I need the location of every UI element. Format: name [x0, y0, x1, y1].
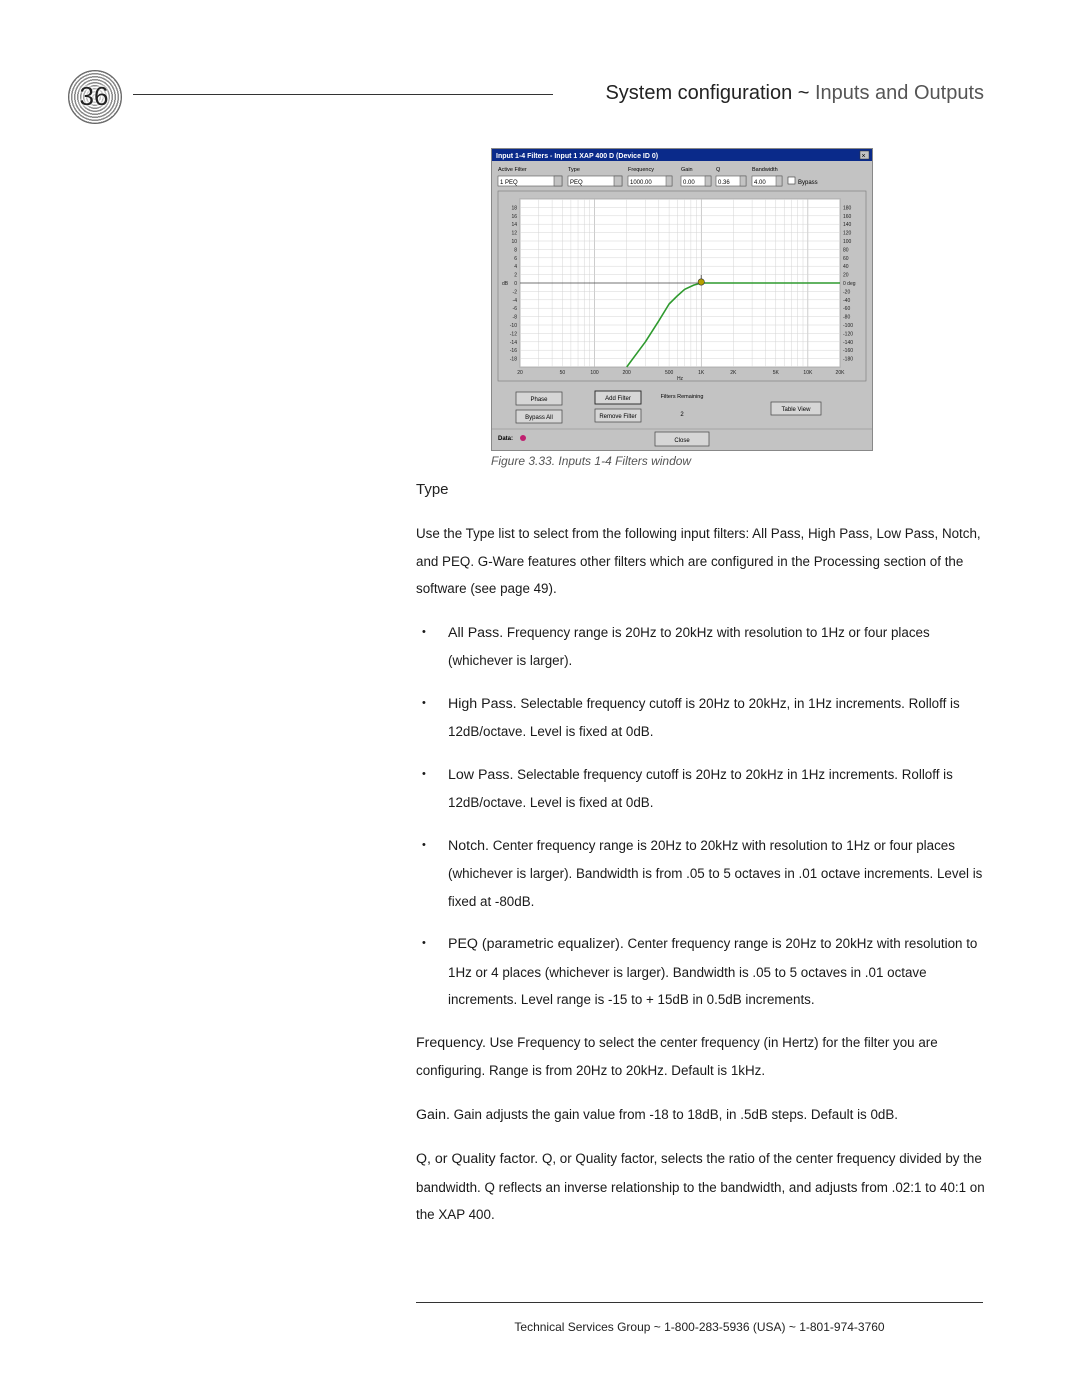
frequency-response-chart [502, 199, 856, 382]
page-header-title [605, 82, 984, 105]
y-tick-label-right: 0 deg [843, 281, 856, 287]
y-tick-label: -6 [512, 306, 517, 313]
filter-handle-marker [698, 279, 704, 285]
y-axis-label: dB [502, 281, 509, 287]
y-tick-label-right: -20 [843, 289, 851, 296]
data-status-indicator [520, 435, 526, 441]
filter-type-list [416, 619, 988, 1014]
x-tick-label: 1K [698, 370, 705, 376]
remove-filter-button-label: Remove Filter [599, 414, 637, 420]
type-select[interactable] [568, 176, 622, 186]
y-tick-label-right: 20 [843, 272, 849, 279]
bypass-checkbox[interactable] [788, 177, 818, 186]
list-item-text: Selectable frequency cutoff is 20Hz to 20kHz in 1Hz increments. Rolloff is 12dB/octave. Level is fixed at 0dB. [448, 766, 953, 810]
table-view-button-label: Table View [781, 407, 811, 413]
frequency-value: 1000.00 [630, 180, 652, 186]
phase-button[interactable] [516, 392, 562, 405]
footer-contact: Technical Services Group ~ 1-800-283-5936 (USA) ~ 1-801-974-3760 [514, 1320, 885, 1334]
header-title-main: System configuration ~ [605, 82, 810, 104]
filters-remaining-value: 2 [680, 412, 684, 418]
gain-paragraph [416, 1101, 988, 1130]
y-tick-label-right: 140 [843, 222, 852, 229]
page-number: 36 [79, 81, 109, 111]
y-tick-label-right: 180 [843, 205, 852, 212]
y-tick-label: -14 [509, 339, 517, 346]
data-label: Data: [498, 436, 514, 442]
y-tick-label: 12 [511, 230, 517, 237]
frequency-paragraph [416, 1029, 988, 1085]
list-item-term: High Pass. [448, 695, 517, 712]
y-tick-label-right: 160 [843, 213, 852, 220]
y-tick-label-right: -120 [843, 331, 854, 338]
y-tick-label-right: -60 [843, 306, 851, 313]
type-label: Type [568, 167, 580, 173]
x-tick-label: 500 [664, 370, 674, 376]
x-axis-label: Hz [676, 376, 684, 382]
y-tick-label: 2 [514, 272, 517, 279]
x-tick-label: 50 [559, 370, 566, 376]
y-tick-label-right: 100 [843, 239, 852, 245]
close-button-label: Close [674, 438, 690, 444]
y-tick-label-right: 40 [843, 264, 849, 271]
y-tick-label-right: -140 [843, 339, 854, 346]
section-content [416, 520, 988, 1245]
list-item-term: All Pass. [448, 624, 504, 641]
y-tick-label: 0 [514, 281, 517, 287]
y-tick-label-right: 120 [843, 230, 852, 237]
bandwidth-label: Bandwidth [752, 167, 778, 173]
header-title-sub: Inputs and Outputs [809, 82, 984, 104]
list-item-text: Frequency range is 20Hz to 20kHz with resolution to 1Hz or four places (whichever is larger). [448, 624, 930, 668]
list-item [416, 619, 988, 675]
list-item [416, 930, 988, 1014]
y-tick-label: -16 [509, 348, 517, 355]
y-tick-label-right: -180 [843, 356, 854, 363]
paragraph-term: Frequency. [416, 1034, 486, 1051]
y-tick-label-right: -160 [843, 348, 854, 355]
phase-button-label: Phase [530, 397, 548, 403]
y-tick-label-right: -100 [843, 323, 854, 329]
x-tick-label: 10K [803, 370, 813, 376]
y-tick-label-right: -80 [843, 314, 851, 321]
gain-value: 0.00 [683, 180, 695, 186]
y-tick-label: 16 [511, 213, 517, 220]
gain-input[interactable] [681, 176, 711, 186]
list-item [416, 690, 988, 746]
bypass-label: Bypass [798, 180, 818, 186]
close-button[interactable] [655, 432, 709, 446]
x-tick-label: 200 [622, 370, 631, 376]
paragraph-term: Q, or Quality factor. [416, 1151, 539, 1167]
y-tick-label: 4 [514, 264, 517, 271]
list-item-term: PEQ (parametric equalizer). [448, 936, 624, 952]
add-filter-button-label: Add Filter [605, 396, 631, 402]
active-filter-value: 1 PEQ [500, 180, 518, 186]
paragraph-text: Gain adjusts the gain value from -18 to 18dB, in .5dB steps. Default is 0dB. [449, 1106, 899, 1122]
q-value: 0.36 [718, 180, 730, 186]
intro-paragraph: Use the Type list to select from the following input filters: All Pass, High Pass, Low Pass, Notch, and PEQ. G-Ware features other filters which are configured in the Processing section of the software (see page 49). [416, 526, 981, 596]
y-tick-label: -2 [512, 289, 517, 296]
bypass-all-button-label: Bypass All [525, 415, 553, 421]
window-title: Input 1-4 Filters - Input 1 XAP 400 D (Device ID 0) [496, 153, 659, 160]
y-tick-label: -18 [509, 356, 517, 363]
list-item-text: Center frequency range is 20Hz to 20kHz with resolution to 1Hz or 4 places (whichever is larger). Bandwidth is .05 to 5 octaves in .01 octave increments. Level range is -15 to + 15dB in 0.5dB increments. [448, 936, 978, 1007]
active-filter-label: Active Filter [498, 167, 527, 173]
filters-remaining-label: Filters Remaining [660, 394, 704, 400]
remove-filter-button[interactable] [595, 409, 641, 422]
x-tick-label: 20K [835, 370, 845, 376]
type-value: PEQ [570, 180, 583, 186]
list-item-text: Selectable frequency cutoff is 20Hz to 20kHz, in 1Hz increments. Rolloff is 12dB/octave. Level is fixed at 0dB. [448, 695, 960, 739]
footer-rule [416, 1302, 983, 1303]
frequency-label: Frequency [628, 167, 654, 173]
y-tick-label: 6 [514, 255, 517, 262]
figure-caption: Figure 3.33. Inputs 1-4 Filters window [491, 454, 692, 468]
header-rule [133, 94, 553, 95]
list-item-text: Center frequency range is 20Hz to 20kHz with resolution to 1Hz or four places (whichever is larger). Bandwidth is from .05 to 5 octaves in .01 octave increments. Level is fixed at -80dB. [448, 837, 983, 909]
y-tick-label-right: -40 [843, 297, 851, 304]
q-input[interactable] [716, 176, 746, 186]
filters-window-screenshot [491, 148, 873, 451]
list-item-term: Low Pass. [448, 766, 514, 783]
x-tick-label: 20 [517, 370, 523, 376]
bandwidth-value: 4.00 [754, 180, 766, 186]
paragraph-text: Q, or Quality factor, selects the ratio of the center frequency divided by the bandwidth. Q reflects an inverse relationship to the bandwidth, and adjusts from .02:1 to 40:1 on the XAP 400. [416, 1151, 985, 1222]
y-tick-label: 18 [511, 205, 517, 212]
y-tick-label: 10 [511, 239, 517, 245]
add-filter-button[interactable] [595, 391, 641, 404]
bandwidth-input[interactable] [752, 176, 782, 186]
paragraph-text: Use Frequency to select the center frequency (in Hertz) for the filter you are configuring. Range is from 20Hz to 20kHz. Default is 1kHz. [416, 1034, 938, 1078]
q-label: Q [716, 167, 721, 173]
x-tick-label: 2K [730, 370, 737, 376]
paragraph-term: Gain. [416, 1106, 450, 1123]
x-tick-label: 5K [772, 370, 779, 376]
y-tick-label-right: 60 [843, 255, 849, 262]
gain-label: Gain [681, 167, 693, 173]
bypass-all-button[interactable] [516, 410, 562, 423]
x-tick-label: 100 [590, 370, 599, 376]
list-item-term: Notch. [448, 837, 490, 854]
active-filter-select[interactable] [498, 176, 562, 186]
q-factor-paragraph [416, 1145, 988, 1229]
y-tick-label: -4 [512, 297, 517, 304]
section-title: Type [416, 481, 449, 498]
y-tick-label: -8 [512, 314, 517, 321]
y-tick-label-right: 80 [843, 247, 849, 254]
close-icon: × [861, 153, 866, 160]
list-item [416, 832, 988, 916]
table-view-button[interactable] [771, 402, 821, 415]
y-tick-label: 14 [511, 222, 517, 229]
y-tick-label: -10 [509, 323, 517, 329]
window-close-button[interactable] [860, 151, 869, 160]
y-tick-label: 8 [514, 247, 517, 254]
list-item [416, 761, 988, 817]
y-tick-label: -12 [509, 331, 517, 338]
frequency-input[interactable] [628, 176, 672, 186]
